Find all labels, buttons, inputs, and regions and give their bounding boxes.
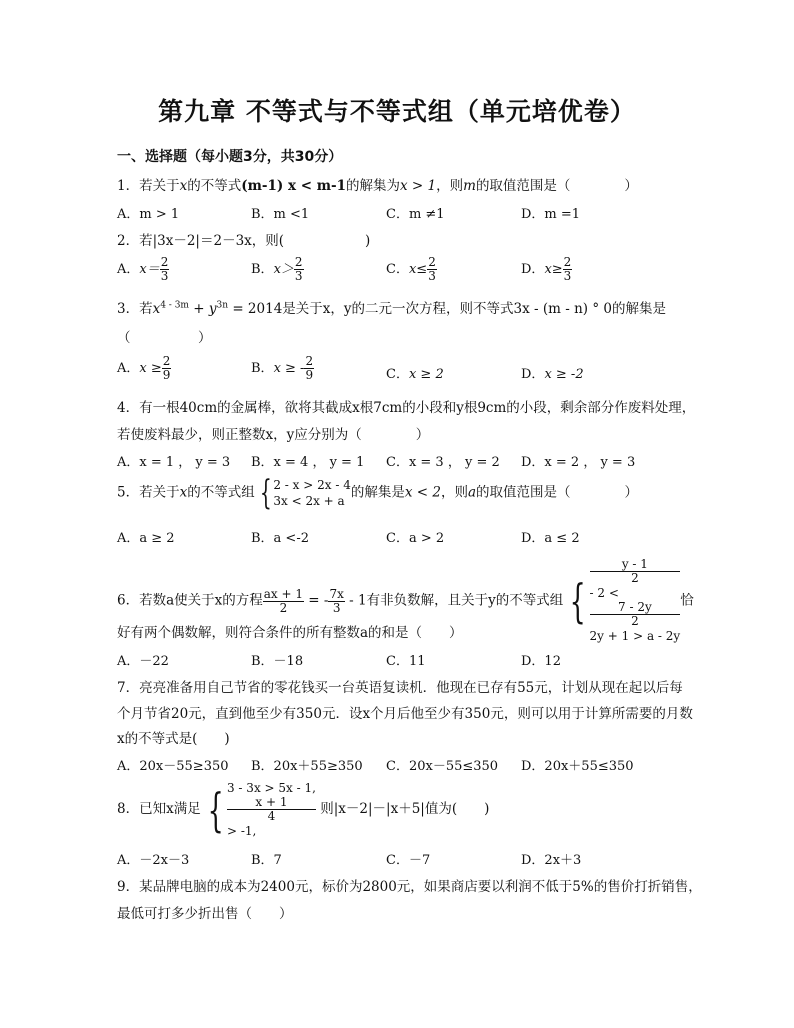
q1-option-c[interactable]: C．m ≠1 — [386, 207, 445, 222]
q5-option-a[interactable]: A．a ≥ 2 — [117, 531, 175, 546]
q1-text: 1．若关于 — [117, 178, 180, 194]
q4-option-d[interactable]: D．x = 2 ， y = 3 — [521, 455, 636, 470]
q2-option-c[interactable]: C．x≤ $\frac{2}{3}$ — [386, 255, 436, 283]
q2-option-d[interactable]: D．x≥ $\frac{2}{3}$ — [521, 255, 572, 283]
question-5: 5．若关于x的不等式组 { 2 - x > 2x - 4 3x < 2x + a 的解集是x < 2，则a的取值范围是（ ） — [117, 473, 639, 513]
q4-option-c[interactable]: C．x = 3 ， y = 2 — [386, 455, 500, 470]
q1-var-x: x — [179, 178, 188, 194]
q3-option-c[interactable]: C．x ≥ 2 — [386, 367, 444, 382]
question-7: 7．亮亮准备用自己节省的零花钱买一台英语复读机．他现在已存有55元，计划从现在起以后每 — [117, 680, 683, 696]
q1-option-d[interactable]: D．m =1 — [521, 207, 581, 222]
q8-option-b[interactable]: B．7 — [251, 853, 282, 868]
q1-solution: x > 1 — [400, 178, 437, 194]
question-4: 4．有一根40cm的金属棒，欲将其截成x根7cm的小段和y根9cm的小段，剩余部分作废料处理， — [117, 400, 696, 416]
q6-option-b[interactable]: B．－18 — [251, 654, 304, 669]
q6-option-d[interactable]: D．12 — [521, 654, 561, 669]
question-9-line-2: 最低可打多少折出售（ ） — [117, 906, 293, 922]
question-3-line-2: （ ） — [117, 330, 212, 346]
q7-option-b[interactable]: B．20x＋55≥350 — [251, 759, 363, 774]
q1-text: 的不等式 — [187, 178, 242, 194]
q7-option-a[interactable]: A．20x－55≥350 — [117, 759, 229, 774]
q1-text: 的解集为 — [346, 178, 401, 194]
page-title: 第九章 不等式与不等式组（单元培优卷） — [158, 97, 636, 126]
q4-option-b[interactable]: B．x = 4 ， y = 1 — [251, 455, 365, 470]
q8-option-d[interactable]: D．2x＋3 — [521, 853, 582, 868]
q1-option-b[interactable]: B．m <1 — [251, 207, 310, 222]
q5-option-c[interactable]: C．a > 2 — [386, 531, 445, 546]
question-9: 9．某品牌电脑的成本为2400元，标价为2800元，如果商店要以利润不低于5%的售价打折销售， — [117, 879, 702, 895]
question-6-line-2: 好有两个偶数解，则符合条件的所有整数a的和是（ ） — [117, 625, 463, 641]
q8-option-a[interactable]: A．－2x－3 — [117, 853, 190, 868]
q8-option-c[interactable]: C．－7 — [386, 853, 431, 868]
q6-option-a[interactable]: A．－22 — [117, 654, 169, 669]
q2-option-b[interactable]: B．x＞ $\frac{2}{3}$ — [251, 255, 303, 283]
question-4-line-2: 若使废料最少，则正整数x，y应分别为（ ） — [117, 427, 430, 443]
q1-var-m: m — [463, 178, 476, 194]
q3-option-a[interactable]: A．x ≥ $\frac{2}{9}$ — [117, 354, 171, 382]
q3-option-b[interactable]: B．x ≥ - $\frac{2}{9}$ — [251, 354, 314, 382]
question-3: 3．若$x^{4 - 3m} + y^{3n} = 2014$是关于x，y的二元一次方程，则不等式3x - (m - n) ° 0的解集是 — [117, 300, 666, 317]
q1-text: 的取值范围是（ ） — [475, 178, 638, 194]
q7-option-d[interactable]: D．20x＋55≤350 — [521, 759, 634, 774]
q1-text: ，则 — [436, 178, 464, 194]
q1-option-a[interactable]: A．m > 1 — [117, 207, 180, 222]
question-2: 2．若|3x－2|＝2－3x，则( ) — [117, 233, 371, 249]
q3-inequality: 3x - (m - n) ° 0 — [513, 301, 612, 317]
q4-option-a[interactable]: A．x = 1 ， y = 3 — [117, 455, 231, 470]
question-7-line-3: x的不等式是( ) — [117, 731, 230, 747]
q3-option-d[interactable]: D．x ≥ -2 — [521, 367, 584, 382]
question-1 — [117, 174, 638, 194]
question-7-line-2: 个月节省20元，直到他至少有350元．设x个月后他至少有350元，则可以用于计算所需要的月数 — [117, 706, 693, 722]
q2-option-a[interactable]: A．x＝ $\frac{2}{3}$ — [117, 255, 169, 283]
q5-option-d[interactable]: D．a ≤ 2 — [521, 531, 580, 546]
q1-inequality: (m-1) x < m-1 — [241, 178, 347, 194]
question-6: 6．若数a使关于x的方程 $\frac{ax + 1}{2}$ = - $\frac{7x}{3}$ - 1有非负数解，且关于y的不等式组 { y - 1 2 - 2 < 7 - 2y 2 2y + 1 > a - 2y 恰 — [117, 557, 694, 643]
q6-option-c[interactable]: C．11 — [386, 654, 426, 669]
question-8: 8．已知x满足 { 3 - 3x > 5x - 1, x + 1 4 > -1, 则|x－2|－|x＋5|值为( ) — [117, 781, 490, 838]
q5-option-b[interactable]: B．a <-2 — [251, 531, 309, 546]
q7-option-c[interactable]: C．20x－55≤350 — [386, 759, 499, 774]
section-heading: 一、选择题（每小题3分，共30分） — [117, 149, 343, 165]
